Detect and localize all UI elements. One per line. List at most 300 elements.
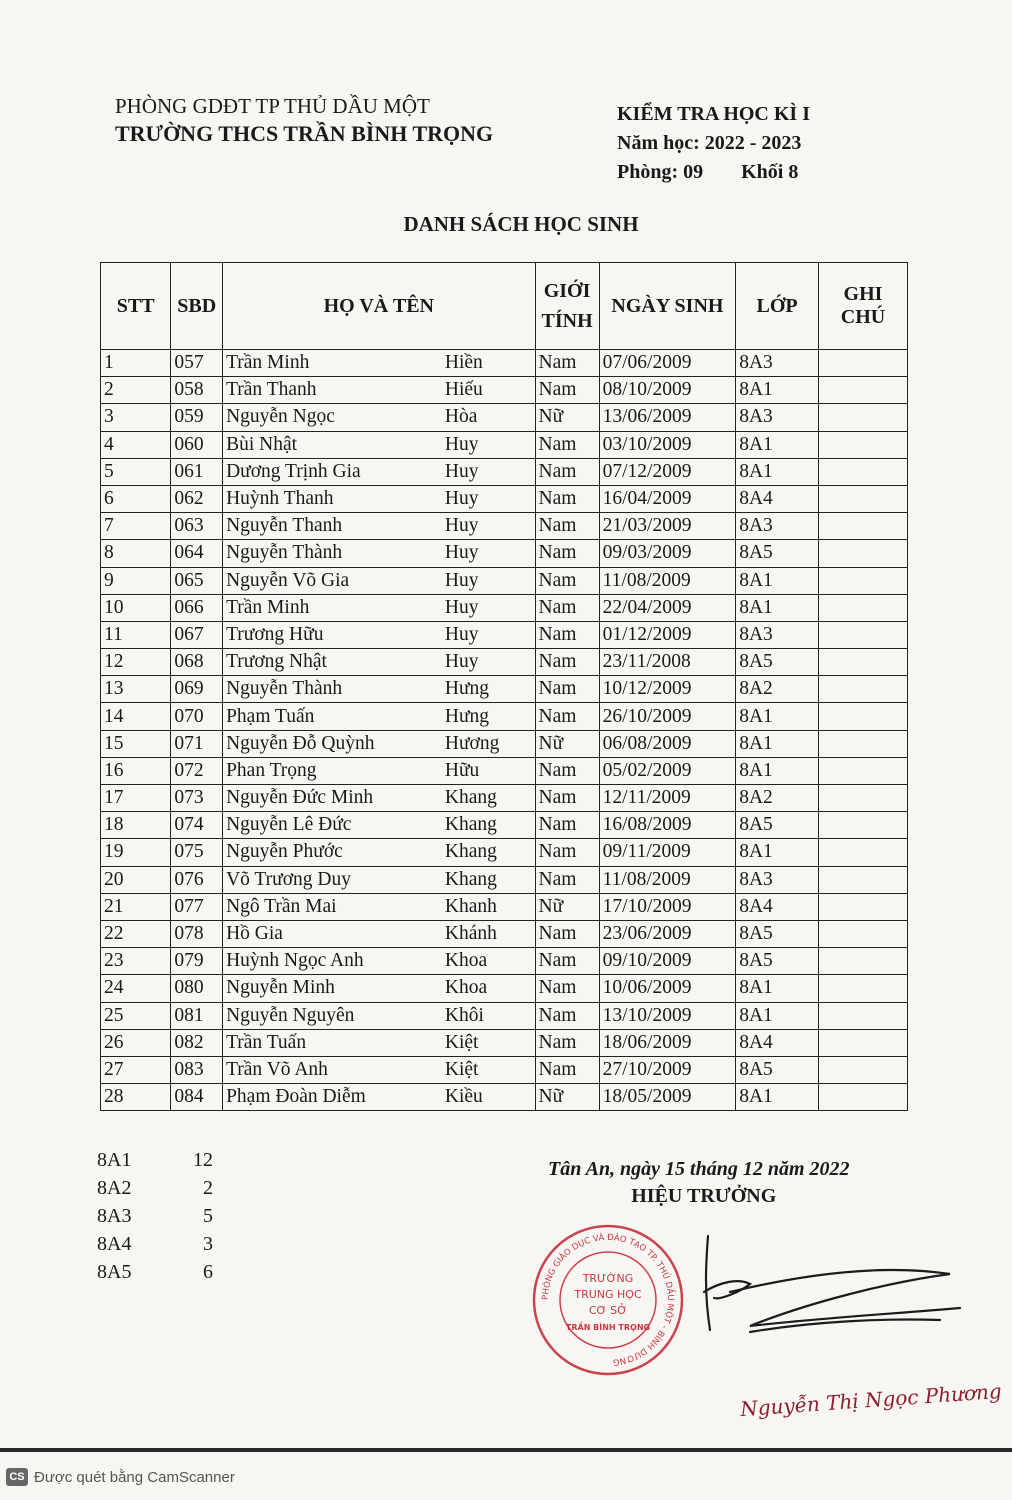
cell-dob: 12/11/2009 bbox=[599, 785, 736, 812]
cell-stt: 9 bbox=[101, 567, 171, 594]
cell-sbd: 073 bbox=[171, 785, 223, 812]
cell-class: 8A5 bbox=[736, 540, 819, 567]
cell-class: 8A1 bbox=[736, 431, 819, 458]
table-row bbox=[101, 594, 908, 621]
table-row bbox=[101, 676, 908, 703]
table-row bbox=[101, 458, 908, 485]
table-body bbox=[101, 350, 908, 1111]
cell-sbd: 059 bbox=[171, 404, 223, 431]
cell-gender: Nam bbox=[535, 948, 599, 975]
cell-stt: 20 bbox=[101, 866, 171, 893]
cell-first-name: Nguyễn Nguyên bbox=[223, 1002, 442, 1029]
cell-first-name: Nguyễn Đỗ Quỳnh bbox=[223, 730, 442, 757]
cell-dob: 08/10/2009 bbox=[599, 377, 736, 404]
cell-class: 8A1 bbox=[736, 377, 819, 404]
cell-note bbox=[818, 839, 907, 866]
cell-first-name: Nguyễn Ngọc bbox=[223, 404, 442, 431]
cell-class: 8A5 bbox=[736, 649, 819, 676]
cell-last-name: Kiệt bbox=[442, 1029, 535, 1056]
cell-first-name: Nguyễn Lê Đức bbox=[223, 812, 442, 839]
cell-class: 8A3 bbox=[736, 513, 819, 540]
cell-sbd: 065 bbox=[171, 567, 223, 594]
cell-gender: Nam bbox=[535, 540, 599, 567]
cell-gender: Nam bbox=[535, 513, 599, 540]
cell-class: 8A1 bbox=[736, 567, 819, 594]
cell-first-name: Trương Hữu bbox=[223, 621, 442, 648]
school-name: TRƯỜNG THCS TRẦN BÌNH TRỌNG bbox=[115, 121, 494, 146]
cell-sbd: 084 bbox=[171, 1084, 223, 1111]
cell-first-name: Huỳnh Ngọc Anh bbox=[223, 948, 442, 975]
cell-gender: Nam bbox=[535, 431, 599, 458]
table-row bbox=[101, 893, 908, 920]
summary-count: 3 bbox=[203, 1233, 213, 1255]
cell-stt: 25 bbox=[101, 1002, 171, 1029]
cell-first-name: Nguyễn Thành bbox=[223, 676, 442, 703]
cell-gender: Nam bbox=[535, 1002, 599, 1029]
cell-last-name: Huy bbox=[442, 431, 535, 458]
cell-sbd: 061 bbox=[171, 458, 223, 485]
cell-dob: 09/11/2009 bbox=[599, 839, 736, 866]
cell-stt: 3 bbox=[101, 404, 171, 431]
cell-stt: 7 bbox=[101, 513, 171, 540]
cell-gender: Nam bbox=[535, 975, 599, 1002]
room-label: Phòng: 09 bbox=[617, 161, 704, 183]
cell-gender: Nam bbox=[535, 920, 599, 947]
cell-stt: 16 bbox=[101, 757, 171, 784]
cell-first-name: Nguyễn Thành bbox=[223, 540, 442, 567]
cell-gender: Nam bbox=[535, 866, 599, 893]
cell-class: 8A1 bbox=[736, 458, 819, 485]
cell-stt: 17 bbox=[101, 785, 171, 812]
cell-last-name: Khoa bbox=[442, 975, 535, 1002]
cell-note bbox=[818, 948, 907, 975]
summary-count: 6 bbox=[203, 1261, 213, 1283]
cell-class: 8A4 bbox=[736, 1029, 819, 1056]
table-row bbox=[101, 377, 908, 404]
cell-sbd: 077 bbox=[171, 893, 223, 920]
cell-class: 8A2 bbox=[736, 676, 819, 703]
table-row bbox=[101, 920, 908, 947]
cell-gender: Nam bbox=[535, 1029, 599, 1056]
col-sbd: SBD bbox=[171, 263, 223, 350]
cell-first-name: Võ Trương Duy bbox=[223, 866, 442, 893]
school-stamp bbox=[528, 1220, 688, 1380]
cell-note bbox=[818, 404, 907, 431]
cell-last-name: Kiệt bbox=[442, 1056, 535, 1083]
cell-note bbox=[818, 893, 907, 920]
cell-note bbox=[818, 920, 907, 947]
table-row bbox=[101, 703, 908, 730]
cell-first-name: Ngô Trần Mai bbox=[223, 893, 442, 920]
cell-class: 8A1 bbox=[736, 757, 819, 784]
cell-stt: 6 bbox=[101, 485, 171, 512]
handwritten-signature bbox=[690, 1222, 990, 1352]
cell-note bbox=[818, 649, 907, 676]
svg-text:TRẦN BÌNH TRỌNG: TRẦN BÌNH TRỌNG bbox=[565, 1323, 651, 1332]
cell-last-name: Khanh bbox=[442, 893, 535, 920]
cell-note bbox=[818, 1029, 907, 1056]
cell-first-name: Hồ Gia bbox=[223, 920, 442, 947]
cell-sbd: 070 bbox=[171, 703, 223, 730]
svg-text:TRUNG HỌC: TRUNG HỌC bbox=[574, 1288, 642, 1301]
cell-dob: 11/08/2009 bbox=[599, 866, 736, 893]
watermark-text: Được quét bằng CamScanner bbox=[34, 1468, 235, 1486]
table-row bbox=[101, 513, 908, 540]
cell-class: 8A2 bbox=[736, 785, 819, 812]
cell-last-name: Huy bbox=[442, 540, 535, 567]
cell-last-name: Huy bbox=[442, 458, 535, 485]
table-row bbox=[101, 975, 908, 1002]
cell-first-name: Huỳnh Thanh bbox=[223, 485, 442, 512]
cell-class: 8A4 bbox=[736, 893, 819, 920]
table-row bbox=[101, 866, 908, 893]
cell-dob: 05/02/2009 bbox=[599, 757, 736, 784]
cell-dob: 07/06/2009 bbox=[599, 350, 736, 377]
cell-last-name: Khang bbox=[442, 785, 535, 812]
col-gender: GIỚI TÍNH bbox=[535, 263, 599, 350]
cell-note bbox=[818, 621, 907, 648]
cell-dob: 03/10/2009 bbox=[599, 431, 736, 458]
cell-note bbox=[818, 703, 907, 730]
scanner-watermark bbox=[6, 1468, 235, 1486]
cell-dob: 23/11/2008 bbox=[599, 649, 736, 676]
table-row bbox=[101, 540, 908, 567]
cell-note bbox=[818, 540, 907, 567]
class-summary bbox=[97, 1146, 213, 1286]
summary-class: 8A4 bbox=[97, 1233, 132, 1255]
cell-stt: 5 bbox=[101, 458, 171, 485]
cell-dob: 23/06/2009 bbox=[599, 920, 736, 947]
cell-sbd: 074 bbox=[171, 812, 223, 839]
room-grade-row bbox=[617, 158, 810, 187]
cell-sbd: 080 bbox=[171, 975, 223, 1002]
cell-first-name: Trần Võ Anh bbox=[223, 1056, 442, 1083]
cell-note bbox=[818, 1056, 907, 1083]
cell-dob: 07/12/2009 bbox=[599, 458, 736, 485]
summary-class: 8A2 bbox=[97, 1177, 132, 1199]
col-name: HỌ VÀ TÊN bbox=[223, 263, 535, 350]
cell-note bbox=[818, 350, 907, 377]
cell-dob: 21/03/2009 bbox=[599, 513, 736, 540]
cell-first-name: Trần Minh bbox=[223, 350, 442, 377]
cell-note bbox=[818, 730, 907, 757]
table-row bbox=[101, 1002, 908, 1029]
cell-gender: Nam bbox=[535, 757, 599, 784]
cell-first-name: Phạm Tuấn bbox=[223, 703, 442, 730]
cell-class: 8A5 bbox=[736, 920, 819, 947]
signature-block bbox=[548, 1158, 850, 1208]
table-header-row bbox=[101, 263, 908, 350]
cell-stt: 14 bbox=[101, 703, 171, 730]
table-row bbox=[101, 839, 908, 866]
cell-stt: 19 bbox=[101, 839, 171, 866]
cell-class: 8A3 bbox=[736, 404, 819, 431]
header-left bbox=[115, 92, 493, 148]
cell-stt: 18 bbox=[101, 812, 171, 839]
table-row bbox=[101, 785, 908, 812]
summary-count: 2 bbox=[203, 1177, 213, 1199]
svg-text:PHÒNG GIÁO DỤC VÀ ĐÀO TẠO TP.: PHÒNG GIÁO DỤC VÀ ĐÀO TẠO TP. THỦ DẦU MỘT - BÌNH DƯƠNG bbox=[540, 1232, 676, 1367]
cell-stt: 27 bbox=[101, 1056, 171, 1083]
table-row bbox=[101, 567, 908, 594]
cell-gender: Nam bbox=[535, 621, 599, 648]
cell-note bbox=[818, 377, 907, 404]
table-row bbox=[101, 730, 908, 757]
cell-sbd: 064 bbox=[171, 540, 223, 567]
col-note: GHI CHÚ bbox=[818, 263, 907, 350]
sign-date: Tân An, ngày 15 tháng 12 năm 2022 bbox=[548, 1158, 850, 1180]
cell-stt: 26 bbox=[101, 1029, 171, 1056]
table-row bbox=[101, 404, 908, 431]
cell-last-name: Khoa bbox=[442, 948, 535, 975]
cell-sbd: 075 bbox=[171, 839, 223, 866]
cell-stt: 8 bbox=[101, 540, 171, 567]
cell-note bbox=[818, 458, 907, 485]
cell-stt: 23 bbox=[101, 948, 171, 975]
svg-text:CƠ SỞ: CƠ SỞ bbox=[588, 1304, 628, 1317]
cell-sbd: 069 bbox=[171, 676, 223, 703]
summary-class: 8A1 bbox=[97, 1149, 132, 1171]
cell-sbd: 076 bbox=[171, 866, 223, 893]
cell-gender: Nam bbox=[535, 485, 599, 512]
cell-stt: 24 bbox=[101, 975, 171, 1002]
cell-note bbox=[818, 1002, 907, 1029]
cell-note bbox=[818, 812, 907, 839]
cell-last-name: Khang bbox=[442, 866, 535, 893]
cell-first-name: Bùi Nhật bbox=[223, 431, 442, 458]
cell-sbd: 057 bbox=[171, 350, 223, 377]
cell-last-name: Huy bbox=[442, 513, 535, 540]
cell-class: 8A1 bbox=[736, 975, 819, 1002]
cell-last-name: Huy bbox=[442, 485, 535, 512]
cell-gender: Nam bbox=[535, 458, 599, 485]
cell-class: 8A1 bbox=[736, 1084, 819, 1111]
cell-sbd: 083 bbox=[171, 1056, 223, 1083]
cell-gender: Nữ bbox=[535, 404, 599, 431]
table-row bbox=[101, 431, 908, 458]
cell-first-name: Phan Trọng bbox=[223, 757, 442, 784]
cell-stt: 12 bbox=[101, 649, 171, 676]
cell-class: 8A5 bbox=[736, 948, 819, 975]
cell-dob: 18/06/2009 bbox=[599, 1029, 736, 1056]
cell-note bbox=[818, 1084, 907, 1111]
cell-sbd: 060 bbox=[171, 431, 223, 458]
cell-note bbox=[818, 594, 907, 621]
cell-dob: 13/10/2009 bbox=[599, 1002, 736, 1029]
cell-last-name: Hiếu bbox=[442, 377, 535, 404]
col-dob: NGÀY SINH bbox=[599, 263, 736, 350]
cell-dob: 16/04/2009 bbox=[599, 485, 736, 512]
table-row bbox=[101, 757, 908, 784]
header-right bbox=[617, 100, 810, 187]
cell-last-name: Khánh bbox=[442, 920, 535, 947]
cell-note bbox=[818, 513, 907, 540]
cell-last-name: Hiền bbox=[442, 350, 535, 377]
cell-first-name: Trương Nhật bbox=[223, 649, 442, 676]
table-row bbox=[101, 621, 908, 648]
summary-row bbox=[97, 1230, 213, 1258]
cell-gender: Nam bbox=[535, 785, 599, 812]
cell-dob: 17/10/2009 bbox=[599, 893, 736, 920]
cell-dob: 18/05/2009 bbox=[599, 1084, 736, 1111]
cell-gender: Nữ bbox=[535, 730, 599, 757]
cell-note bbox=[818, 431, 907, 458]
cell-sbd: 078 bbox=[171, 920, 223, 947]
cell-gender: Nữ bbox=[535, 1084, 599, 1111]
cell-last-name: Huy bbox=[442, 621, 535, 648]
cell-class: 8A3 bbox=[736, 350, 819, 377]
cell-dob: 09/03/2009 bbox=[599, 540, 736, 567]
grade-label: Khối 8 bbox=[741, 161, 799, 183]
cell-first-name: Nguyễn Võ Gia bbox=[223, 567, 442, 594]
cell-stt: 13 bbox=[101, 676, 171, 703]
col-class: LỚP bbox=[736, 263, 819, 350]
cell-gender: Nam bbox=[535, 812, 599, 839]
cell-stt: 21 bbox=[101, 893, 171, 920]
cell-last-name: Khang bbox=[442, 839, 535, 866]
cell-note bbox=[818, 676, 907, 703]
cell-dob: 10/06/2009 bbox=[599, 975, 736, 1002]
student-table bbox=[100, 262, 908, 1111]
summary-row bbox=[97, 1202, 213, 1230]
cell-class: 8A1 bbox=[736, 839, 819, 866]
cell-first-name: Nguyễn Minh bbox=[223, 975, 442, 1002]
cell-class: 8A1 bbox=[736, 703, 819, 730]
cell-stt: 4 bbox=[101, 431, 171, 458]
cell-class: 8A5 bbox=[736, 1056, 819, 1083]
table-row bbox=[101, 1029, 908, 1056]
cell-sbd: 066 bbox=[171, 594, 223, 621]
scan-edge bbox=[0, 1448, 1012, 1452]
cell-gender: Nam bbox=[535, 377, 599, 404]
cell-sbd: 063 bbox=[171, 513, 223, 540]
table-row bbox=[101, 350, 908, 377]
cell-gender: Nam bbox=[535, 1056, 599, 1083]
cell-stt: 28 bbox=[101, 1084, 171, 1111]
cell-gender: Nam bbox=[535, 649, 599, 676]
cell-dob: 10/12/2009 bbox=[599, 676, 736, 703]
exam-title: KIỂM TRA HỌC KÌ I bbox=[617, 103, 810, 125]
cell-sbd: 068 bbox=[171, 649, 223, 676]
cell-gender: Nữ bbox=[535, 893, 599, 920]
cell-last-name: Khôi bbox=[442, 1002, 535, 1029]
cell-sbd: 081 bbox=[171, 1002, 223, 1029]
cell-dob: 13/06/2009 bbox=[599, 404, 736, 431]
cell-dob: 16/08/2009 bbox=[599, 812, 736, 839]
document-title: DANH SÁCH HỌC SINH bbox=[403, 212, 639, 236]
col-stt: STT bbox=[101, 263, 171, 350]
cell-note bbox=[818, 866, 907, 893]
cell-gender: Nam bbox=[535, 594, 599, 621]
table-row bbox=[101, 812, 908, 839]
cell-class: 8A1 bbox=[736, 730, 819, 757]
cell-first-name: Trần Tuấn bbox=[223, 1029, 442, 1056]
cell-last-name: Huy bbox=[442, 594, 535, 621]
cell-first-name: Phạm Đoàn Diễm bbox=[223, 1084, 442, 1111]
table-row bbox=[101, 649, 908, 676]
school-year: Năm học: 2022 - 2023 bbox=[617, 132, 802, 154]
cell-first-name: Trần Minh bbox=[223, 594, 442, 621]
cell-last-name: Kiều bbox=[442, 1084, 535, 1111]
cell-class: 8A1 bbox=[736, 594, 819, 621]
cell-class: 8A4 bbox=[736, 485, 819, 512]
sign-role: HIỆU TRƯỞNG bbox=[631, 1185, 777, 1207]
cell-gender: Nam bbox=[535, 567, 599, 594]
cell-stt: 1 bbox=[101, 350, 171, 377]
cell-sbd: 082 bbox=[171, 1029, 223, 1056]
cell-first-name: Dương Trịnh Gia bbox=[223, 458, 442, 485]
summary-class: 8A3 bbox=[97, 1205, 132, 1227]
cell-gender: Nam bbox=[535, 703, 599, 730]
cell-gender: Nam bbox=[535, 676, 599, 703]
camscanner-icon: CS bbox=[6, 1468, 28, 1486]
cell-gender: Nam bbox=[535, 350, 599, 377]
cell-last-name: Hưng bbox=[442, 676, 535, 703]
cell-first-name: Nguyễn Đức Minh bbox=[223, 785, 442, 812]
department-name: PHÒNG GDĐT TP THỦ DẦU MỘT bbox=[115, 94, 430, 118]
cell-stt: 10 bbox=[101, 594, 171, 621]
cell-note bbox=[818, 485, 907, 512]
cell-note bbox=[818, 785, 907, 812]
cell-sbd: 072 bbox=[171, 757, 223, 784]
cell-class: 8A3 bbox=[736, 621, 819, 648]
cell-stt: 2 bbox=[101, 377, 171, 404]
table-row bbox=[101, 1084, 908, 1111]
table-row bbox=[101, 485, 908, 512]
cell-dob: 06/08/2009 bbox=[599, 730, 736, 757]
cell-last-name: Hưng bbox=[442, 703, 535, 730]
cell-last-name: Hữu bbox=[442, 757, 535, 784]
summary-count: 12 bbox=[193, 1149, 213, 1171]
cell-dob: 27/10/2009 bbox=[599, 1056, 736, 1083]
cell-dob: 22/04/2009 bbox=[599, 594, 736, 621]
table-row bbox=[101, 1056, 908, 1083]
cell-last-name: Huy bbox=[442, 649, 535, 676]
cell-last-name: Huy bbox=[442, 567, 535, 594]
cell-last-name: Khang bbox=[442, 812, 535, 839]
cell-sbd: 058 bbox=[171, 377, 223, 404]
cell-dob: 26/10/2009 bbox=[599, 703, 736, 730]
cell-note bbox=[818, 757, 907, 784]
cell-stt: 11 bbox=[101, 621, 171, 648]
cell-note bbox=[818, 567, 907, 594]
summary-row bbox=[97, 1146, 213, 1174]
cell-last-name: Hương bbox=[442, 730, 535, 757]
cell-last-name: Hòa bbox=[442, 404, 535, 431]
cell-dob: 01/12/2009 bbox=[599, 621, 736, 648]
cell-sbd: 067 bbox=[171, 621, 223, 648]
cell-stt: 22 bbox=[101, 920, 171, 947]
cell-stt: 15 bbox=[101, 730, 171, 757]
cell-sbd: 079 bbox=[171, 948, 223, 975]
cell-gender: Nam bbox=[535, 839, 599, 866]
summary-count: 5 bbox=[203, 1205, 213, 1227]
cell-first-name: Trần Thanh bbox=[223, 377, 442, 404]
cell-class: 8A1 bbox=[736, 1002, 819, 1029]
cell-class: 8A3 bbox=[736, 866, 819, 893]
summary-row bbox=[97, 1174, 213, 1202]
cell-sbd: 071 bbox=[171, 730, 223, 757]
cell-first-name: Nguyễn Thanh bbox=[223, 513, 442, 540]
summary-class: 8A5 bbox=[97, 1261, 132, 1283]
cell-dob: 09/10/2009 bbox=[599, 948, 736, 975]
cell-first-name: Nguyễn Phước bbox=[223, 839, 442, 866]
summary-row bbox=[97, 1258, 213, 1286]
svg-text:TRƯỜNG: TRƯỜNG bbox=[582, 1272, 634, 1285]
table-row bbox=[101, 948, 908, 975]
cell-sbd: 062 bbox=[171, 485, 223, 512]
cell-dob: 11/08/2009 bbox=[599, 567, 736, 594]
